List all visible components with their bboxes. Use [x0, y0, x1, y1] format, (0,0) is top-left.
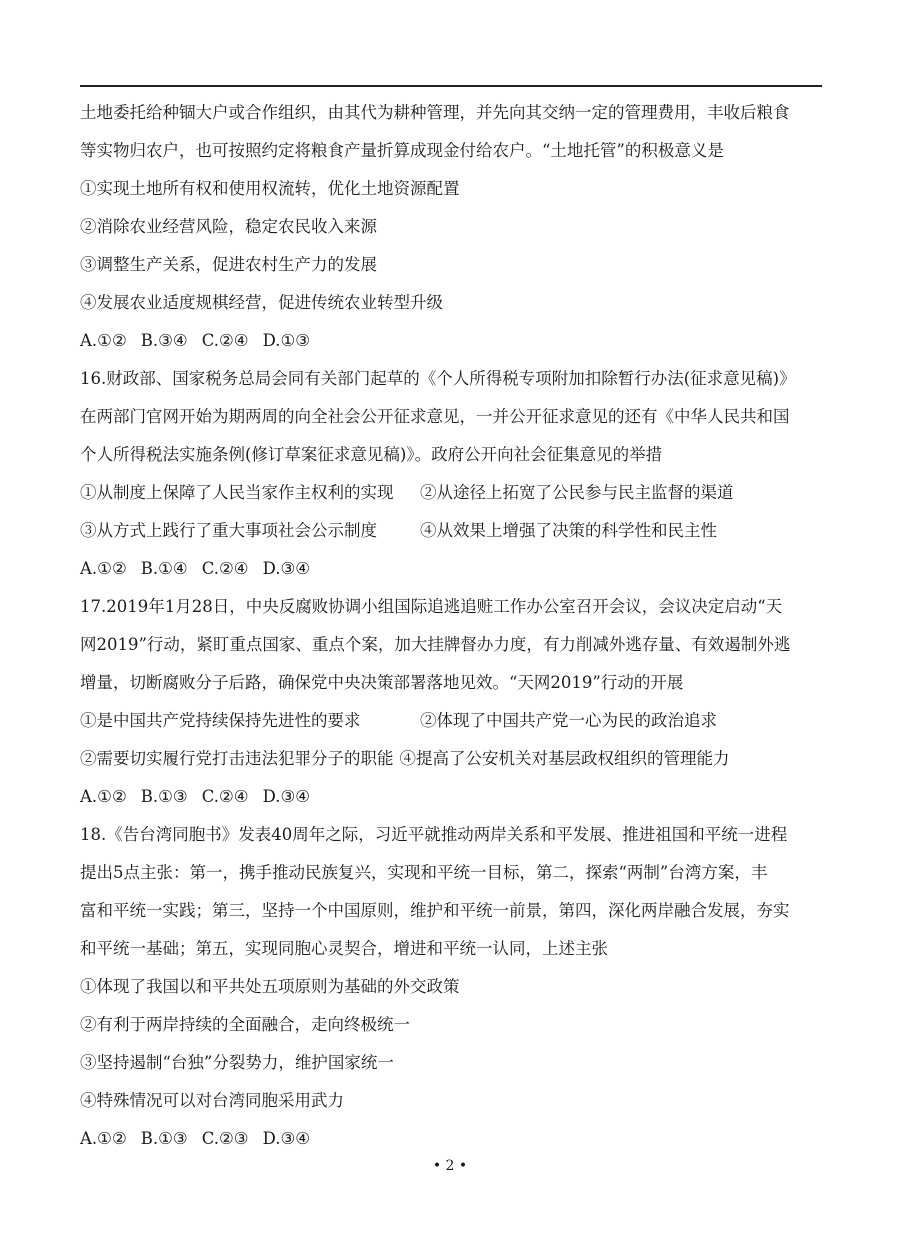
option-d: D.①③ — [262, 331, 311, 350]
header-rule — [80, 85, 822, 87]
question-stem-line: 网2019”行动，紧盯重点国家、重点个案，加大挂牌督办力度，有力削减外逃存量、有效遏制外逃 — [80, 635, 791, 654]
question-stem-line: 17.2019年1月28日，中央反腐败协调小组国际追逃追赃工作办公室召开会议，会议决定启动“天 — [80, 597, 783, 616]
question-stem-line: 增量，切断腐败分子后路，确保党中央决策部署落地见效。“天网2019”行动的开展 — [80, 673, 684, 692]
statement: ②需要切实履行党打击违法犯罪分子的职能 — [80, 749, 394, 768]
question-stem-line: 土地委托给种锢大户或合作组织，由其代为耕种管理，并先向其交纳一定的管理费用，丰收后粮食 — [80, 103, 790, 122]
statement: ①体现了我国以和平共处五项原则为基础的外交政策 — [80, 977, 460, 996]
option-a: A.①② — [80, 331, 127, 350]
option-c: C.②③ — [201, 1129, 249, 1148]
option-a: A.①② — [80, 787, 127, 806]
question-stem-line: 和平统一基础；第五，实现同胞心灵契合，增进和平统一认同，上述主张 — [80, 939, 608, 958]
statement: ①从制度上保障了人民当家作主权利的实现 — [80, 483, 394, 502]
option-b: B.①③ — [140, 1129, 188, 1148]
option-a: A.①② — [80, 1129, 127, 1148]
question-stem-line: 富和平统一实践；第三，坚持一个中国原则，维护和平统一前景，第四，深化两岸融合发展，夯实 — [80, 901, 790, 920]
statement: ③坚持遏制“台独”分裂势力，维护国家统一 — [80, 1053, 394, 1072]
question-stem-line: 16.财政部、国家税务总局会同有关部门起草的《个人所得税专项附加扣除暂行办法(征求意见稿)》 — [80, 369, 796, 388]
statement: ④提高了公安机关对基层政权组织的管理能力 — [399, 749, 730, 768]
answer-options — [80, 778, 825, 816]
option-c: C.②④ — [201, 559, 249, 578]
option-c: C.②④ — [201, 331, 249, 350]
option-d: D.③④ — [262, 559, 311, 578]
statement-row — [80, 474, 825, 512]
question-16 — [80, 360, 825, 588]
option-c: C.②④ — [201, 787, 249, 806]
page-number: • 2 • — [432, 1158, 468, 1174]
answer-options — [80, 550, 825, 588]
question-stem-line: 18.《告台湾同胞书》发表40周年之际，习近平就推动两岸关系和平发展、推进祖国和平统一进程 — [80, 825, 788, 844]
question-stem-line: 提出5点主张：第一，携手推动民族复兴，实现和平统一目标，第二，探索“两制”台湾方案，丰 — [80, 863, 768, 882]
option-b: B.①③ — [140, 787, 188, 806]
statement: ④特殊情况可以对台湾同胞采用武力 — [80, 1091, 344, 1110]
option-b: B.①④ — [140, 559, 188, 578]
statement: ①实现土地所有权和使用权流转，优化土地资源配置 — [80, 179, 460, 198]
option-a: A.①② — [80, 559, 127, 578]
statement: ②从途径上拓宽了公民参与民主监督的渠道 — [420, 483, 734, 502]
statement: ④从效果上增强了决策的科学性和民主性 — [420, 521, 717, 540]
question-stem-line: 在两部门官网开始为期两周的向全社会公开征求意见，一并公开征求意见的还有《中华人民共和国 — [80, 407, 790, 426]
option-d: D.③④ — [262, 787, 311, 806]
question-stem-line: 个人所得税法实施条例(修订草案征求意见稿)》。政府公开向社会征集意见的举措 — [80, 445, 663, 464]
answer-options — [80, 322, 825, 360]
statement: ②体现了中国共产党一心为民的政治追求 — [420, 711, 717, 730]
statement: ③调整生产关系，促进农村生产力的发展 — [80, 255, 377, 274]
statement: ②消除农业经营风险，稳定农民收入来源 — [80, 217, 377, 236]
page-content — [80, 94, 825, 1158]
statement-row — [80, 740, 825, 778]
option-b: B.③④ — [140, 331, 188, 350]
option-d: D.③④ — [262, 1129, 311, 1148]
question-stem-line: 等实物归农户，也可按照约定将粮食产量折算成现金付给农户。“土地托管”的积极意义是 — [80, 141, 724, 160]
statement: ④发展农业适度规棋经营，促进传统农业转型升级 — [80, 293, 443, 312]
question-18 — [80, 816, 825, 1158]
statement: ①是中国共产党持续保持先进性的要求 — [80, 711, 361, 730]
question-17 — [80, 588, 825, 816]
question-15 — [80, 94, 825, 360]
statement-row — [80, 702, 825, 740]
statement: ②有利于两岸持续的全面融合，走向终极统一 — [80, 1015, 410, 1034]
statement: ③从方式上践行了重大事项社会公示制度 — [80, 521, 377, 540]
answer-options — [80, 1120, 825, 1158]
statement-row — [80, 512, 825, 550]
